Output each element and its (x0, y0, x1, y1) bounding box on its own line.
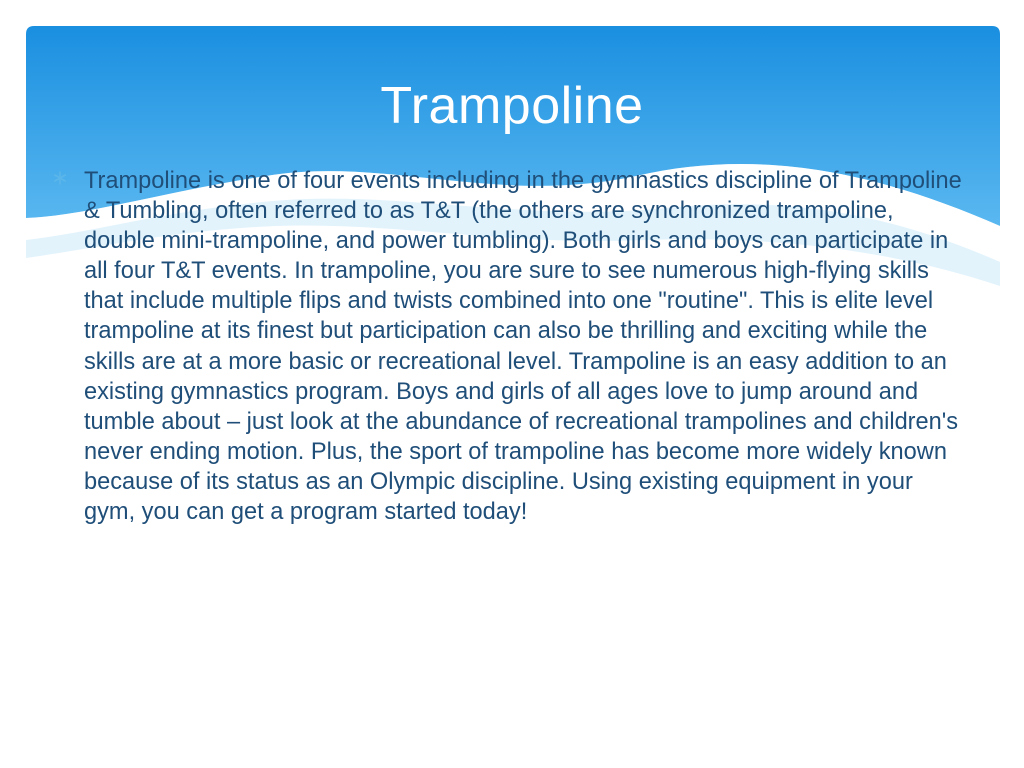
slide-title: Trampoline (380, 77, 644, 135)
bullet-text: Trampoline is one of four events including in the gymnastics discipline of Trampoline & Tumbling, often referred to as T&T (the others are synchronized trampoline, double mini-trampoline, and power tumbling). Both girls and boys can participate in all four T&T events. In trampoline, you are sure to see numerous high-flying skills that include multiple flips and twists combined into one "routine". This is elite level trampoline at its finest but participation can also be thrilling and exciting while the skills are at a more basic or recreational level. Trampoline is an easy addition to an existing gymnastics program. Boys and girls of all ages love to jump around and tumble about – just look at the abundance of recreational trampolines and children's never ending motion. Plus, the sport of trampoline has become more widely known because of its status as an Olympic discipline. Using existing equipment in your gym, you can get a program started today! (84, 168, 962, 526)
asterisk-bullet-icon (52, 170, 68, 186)
